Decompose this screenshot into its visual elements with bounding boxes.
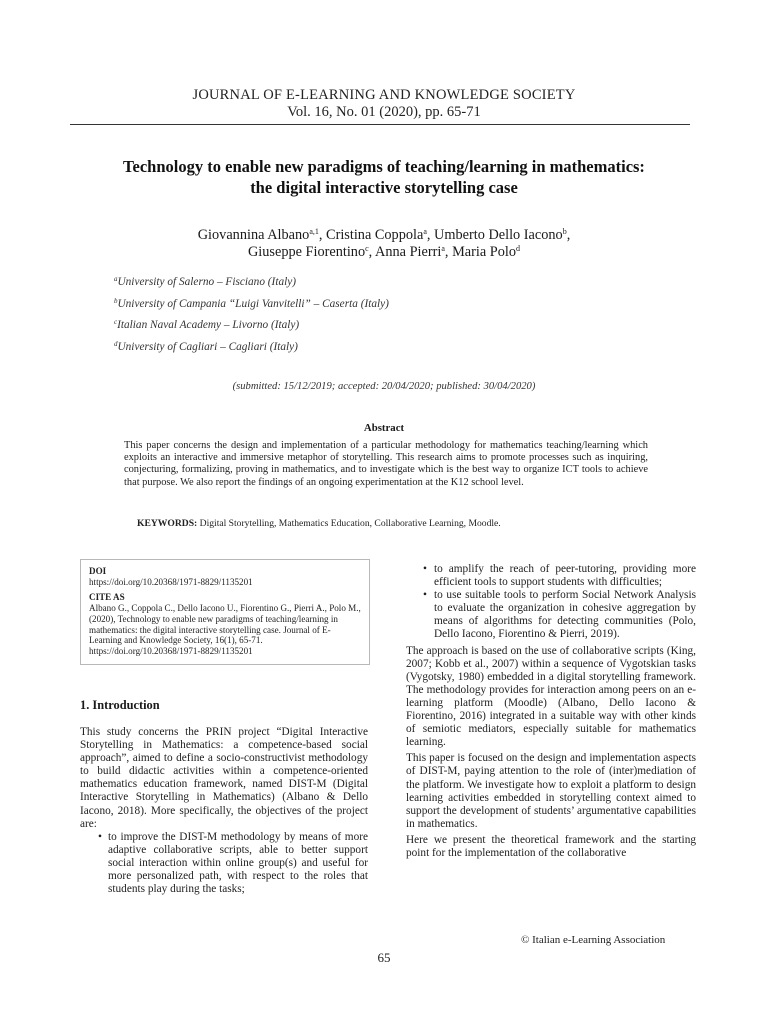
- author-name: Anna Pierri: [375, 244, 442, 260]
- affiliation: [114, 318, 299, 332]
- author-name: Cristina Coppola: [326, 227, 424, 243]
- submission-dates: (submitted: 15/12/2019; accepted: 20/04/2020; published: 30/04/2020): [232, 381, 536, 392]
- author-name: Giuseppe Fiorentino: [247, 244, 366, 260]
- author-name: Giovannina Albano: [197, 227, 310, 243]
- cite-as-label: CITE AS: [89, 591, 125, 602]
- affiliation: [114, 297, 389, 311]
- affiliation-mark: d: [114, 340, 118, 348]
- affiliation-text: Italian Naval Academy – Livorno (Italy): [117, 319, 300, 331]
- author-affiliation-mark: a: [441, 244, 445, 253]
- doi-citation-box: [80, 559, 370, 665]
- list-item: [406, 589, 696, 641]
- paper-title-line1: Technology to enable new paradigms of teaching/learning in mathematics:: [123, 157, 645, 176]
- author-affiliation-mark: a: [423, 227, 427, 236]
- list-item: [406, 563, 696, 589]
- affiliation-text: University of Salerno – Fisciano (Italy): [117, 276, 297, 288]
- section-heading-introduction: 1. Introduction: [80, 698, 160, 712]
- authors-line2: [0, 243, 768, 262]
- keywords-label: KEYWORDS:: [137, 518, 198, 529]
- list-item-text: to use suitable tools to perform Social Network Analysis to evaluate the organization in cohesive aggregation by means of algorithms for detecting communities (Polo, Dello Iacono, Fiorentino & Pierri, 2019).: [434, 589, 696, 641]
- affiliation-mark: c: [114, 318, 118, 326]
- doi-link[interactable]: https://doi.org/10.20368/1971-8829/1135201: [89, 576, 253, 587]
- body-paragraph: Here we present the theoretical framework and the starting point for the implementation of the collaborative: [406, 833, 696, 859]
- objectives-list: [80, 831, 368, 896]
- page-number: 65: [377, 950, 391, 965]
- affiliation-mark: a: [114, 275, 118, 283]
- journal-volume: Vol. 16, No. 01 (2020), pp. 65-71: [287, 104, 481, 120]
- affiliation: [114, 275, 296, 289]
- author-affiliation-mark: a,1: [309, 227, 319, 236]
- bullet-icon: •: [98, 830, 102, 843]
- cite-as-text: Albano G., Coppola C., Dello Iacono U., Fiorentino G., Pierri A., Polo M., (2020), Technology to enable new paradigms of teaching/learning in mathematics: the digital interactive storytelling case. Journal of E-Learning and Knowledge Society, 16(1), 65-71. https://doi.org/10.20368/1971-8829/1135201: [89, 602, 361, 657]
- paper-title-line2: the digital interactive storytelling case: [250, 178, 518, 197]
- bullet-icon: •: [423, 563, 427, 575]
- author-affiliation-mark: d: [516, 244, 521, 253]
- right-column-text: [406, 563, 696, 863]
- affiliation-text: University of Campania “Luigi Vanvitelli” – Caserta (Italy): [117, 298, 389, 310]
- affiliation: [114, 340, 298, 354]
- bullet-icon: •: [423, 589, 427, 602]
- copyright-notice: © Italian e-Learning Association: [521, 934, 666, 946]
- author-separator: ,: [368, 244, 376, 260]
- affiliation-text: University of Cagliari – Cagliari (Italy): [117, 341, 298, 353]
- doi-label: DOI: [89, 566, 107, 576]
- author-separator: ,: [318, 227, 327, 243]
- header-rule: [70, 124, 690, 125]
- body-paragraph: This paper is focused on the design and implementation aspects of DIST-M, paying attention to the role of (inter)mediation of the platform. We investigate how to exploit a platform to design learning activities embedded in storytelling context aimed to support the development of students’ argumentative capabilities in mathematics.: [406, 752, 696, 830]
- author-affiliation-mark: b: [562, 227, 567, 236]
- objectives-list-continued: [406, 563, 696, 642]
- body-paragraph: The approach is based on the use of collaborative scripts (King, 2007; Kobb et al., 2007) within a sequence of Vygotskian tasks (Vygotsky, 1980) embedded in a digital storytelling framework. The methodology provides for interaction among peers on an e-learning platform (Moodle) (Albano, Dello Iacono & Fiorentino, 2016) integrated in a suitable way with other kinds of semiotic mediators, especially suitable for mathematics learning.: [406, 644, 696, 749]
- keywords: [137, 518, 501, 529]
- keywords-text: Digital Storytelling, Mathematics Education, Collaborative Learning, Moodle.: [199, 518, 501, 529]
- list-item: [80, 831, 368, 896]
- author-separator: ,: [444, 244, 453, 260]
- list-item-text: to improve the DIST-M methodology by means of more adaptive collaborative scripts, able to better support social interaction within online group(s) and useful for more personalized path, with respect to the roles that students play during the tasks;: [108, 830, 368, 896]
- author-separator: ,: [566, 227, 571, 243]
- journal-name: JOURNAL OF E-LEARNING AND KNOWLEDGE SOCIETY: [192, 87, 576, 103]
- intro-paragraph: This study concerns the PRIN project “Digital Interactive Storytelling in Mathematics: a competence-based social approach”, aimed to define a socio-constructivist methodology to build didactic activities within a competence-oriented mathematics education framework, named DIST-M (Digital Interactive Storytelling in Mathematics) (Albano & Dello Iacono, 2018). More specifically, the objectives of the project are:: [80, 726, 368, 830]
- author-separator: ,: [426, 227, 435, 243]
- affiliation-mark: b: [114, 297, 118, 305]
- list-item-text: to amplify the reach of peer-tutoring, providing more efficient tools to support students with difficulties;: [434, 563, 696, 589]
- abstract-heading: Abstract: [363, 422, 405, 434]
- left-column-text: [80, 726, 368, 896]
- author-name: Maria Polo: [452, 244, 517, 260]
- abstract-text: This paper concerns the design and implementation of a particular methodology for mathematics teaching/learning which exploits an interactive and immersive metaphor of storytelling. This research aims to promote processes such as inquiring, conjecturing, formalizing, proving in mathematics, and to investigate which is the best way to organize ICT tools to achieve that purpose. We also report the findings of an ongoing experimentation at the K12 school level.: [124, 440, 648, 488]
- author-affiliation-mark: c: [365, 244, 369, 253]
- author-name: Umberto Dello Iacono: [434, 227, 563, 243]
